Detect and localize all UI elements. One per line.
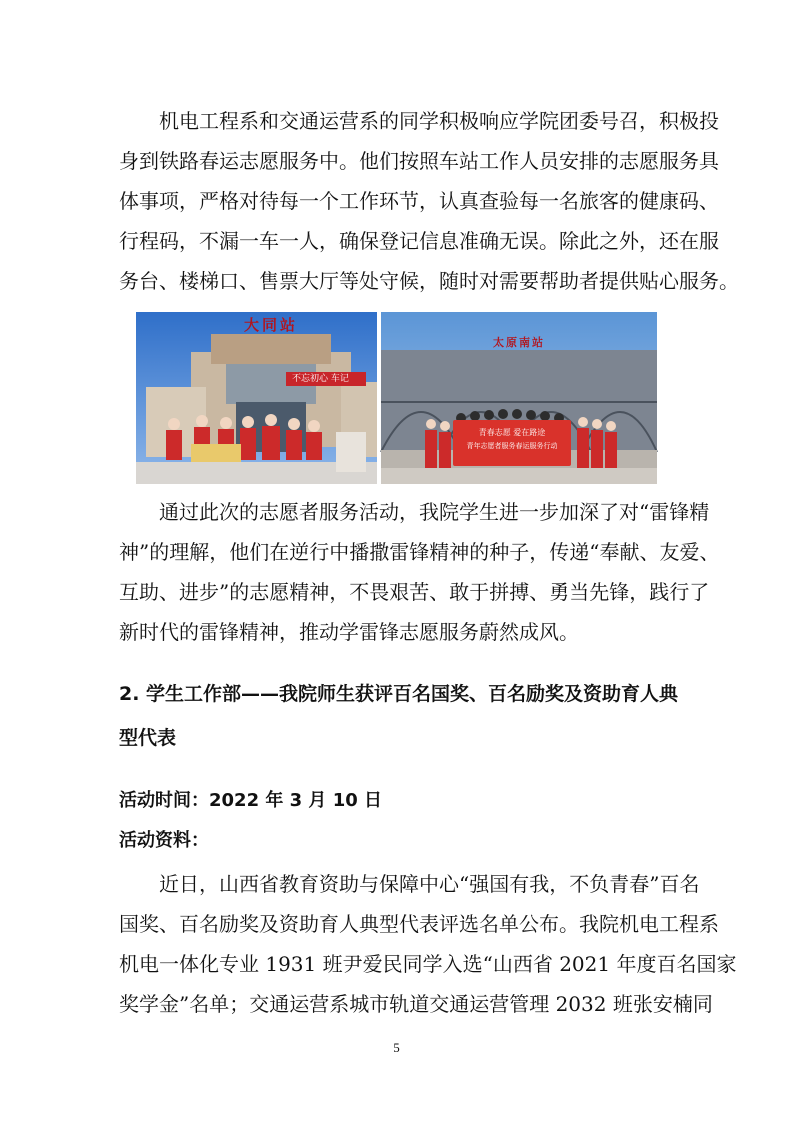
text-line: 神”的理解，他们在逆行中播撒雷锋精神的种子，传递“奉献、友爱、	[119, 540, 720, 564]
text-line: 务台、楼梯口、售票大厅等处守候，随时对需要帮助者提供贴心服务。	[119, 269, 739, 293]
text-line: 通过此次的志愿者服务活动，我院学生进一步加深了对“雷锋精	[159, 500, 710, 524]
photo-datong-station-image	[136, 312, 377, 484]
text-line: 机电工程系和交通运营系的同学积极响应学院团委号召，积极投	[159, 109, 719, 133]
text-line: 国奖、百名励奖及资助育人典型代表评选名单公布。我院机电工程系	[119, 912, 719, 936]
banner-taiyuan-line1: 青春志愿 爱在路途	[478, 428, 546, 437]
text-line: 身到铁路春运志愿服务中。他们按照车站工作人员安排的志愿服务具	[119, 149, 719, 173]
banner-taiyuan-line2: 青年志愿者服务春运服务行动	[466, 442, 558, 450]
activity-material-label: 活动资料：	[119, 830, 209, 851]
paragraph-volunteer-service	[119, 101, 739, 301]
text-line: 行程码，不漏一车一人，确保登记信息准确无误。除此之外，还在服	[119, 229, 719, 253]
text-line: 奖学金”名单；交通运营系城市轨道交通运营管理 2032 班张安楠同	[119, 992, 713, 1016]
heading-line: 2. 学生工作部——我院师生获评百名国奖、百名励奖及资助育人典	[119, 683, 679, 705]
text-line: 近日，山西省教育资助与保障中心“强国有我，不负青春”百名	[159, 872, 700, 896]
page-number: 5	[393, 1040, 400, 1055]
paragraph-lei-feng-spirit	[119, 492, 720, 652]
photo-taiyuan-south-station	[381, 312, 657, 484]
text-line: 机电一体化专业 1931 班尹爱民同学入选“山西省 2021 年度百名国家	[119, 952, 737, 976]
activity-time-label: 活动时间：2022 年 3 月 10 日	[119, 790, 383, 811]
banner-datong: 不忘初心 车记	[292, 374, 349, 384]
heading-line: 型代表	[119, 727, 177, 749]
text-line: 新时代的雷锋精神，推动学雷锋志愿服务蔚然成风。	[119, 620, 579, 644]
station-sign-taiyuan-south: 太原南站	[493, 336, 545, 349]
photo-datong-station	[136, 312, 377, 484]
paragraph-scholarship-news	[119, 864, 737, 1024]
section-heading	[119, 672, 679, 760]
text-line: 体事项，严格对待每一个工作环节，认真查验每一名旅客的健康码、	[119, 189, 719, 213]
text-line: 互助、进步”的志愿精神，不畏艰苦、敢于拼搏、勇当先锋，践行了	[119, 580, 710, 604]
station-sign-datong: 大同站	[243, 316, 298, 334]
